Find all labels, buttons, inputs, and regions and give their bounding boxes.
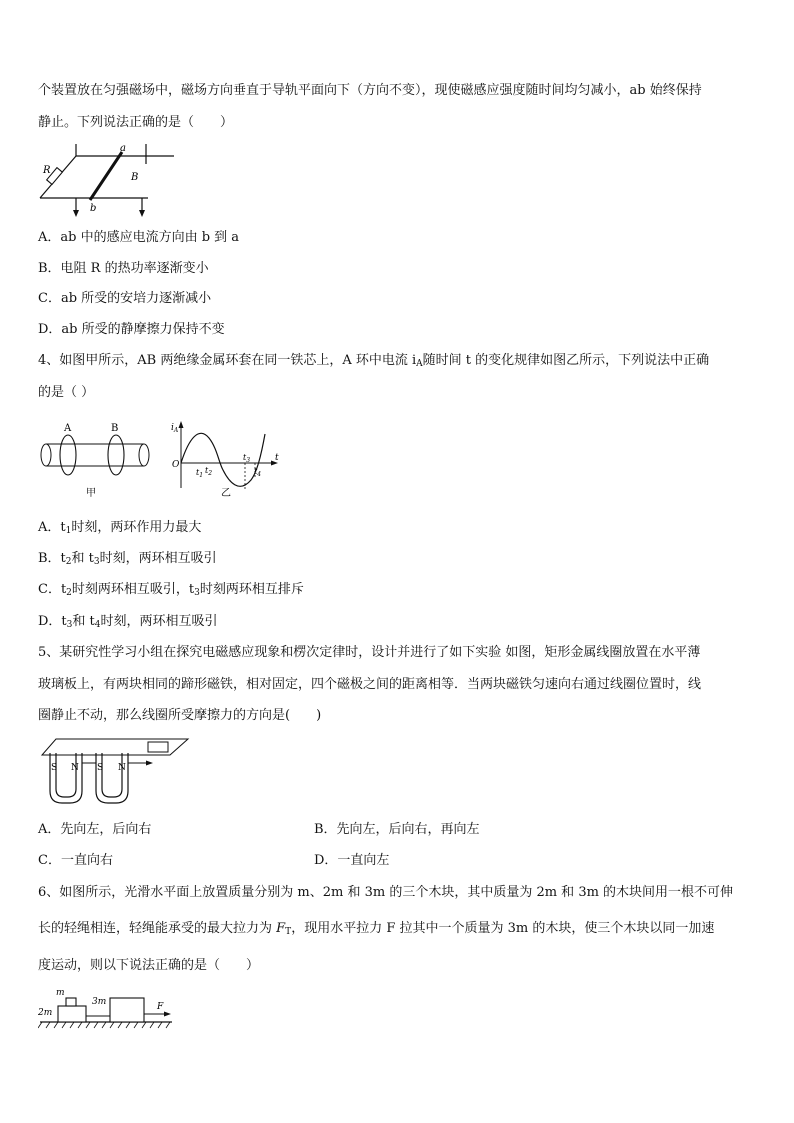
yi-t4: $t_4$ (254, 467, 262, 478)
label-R: R (43, 165, 51, 176)
yi-t2: $t_2$ (205, 466, 213, 477)
q4-stem-line2: 的是（ ） (38, 385, 95, 400)
q4-figure-yi (163, 418, 283, 500)
yi-t3: $t_3$ (243, 453, 251, 464)
q4-option-b: B．$t_2$和 $t_3$时刻，两环相互吸引 (38, 551, 217, 567)
q3-stem-line2: 静止。下列说法正确的是（ ） (38, 115, 234, 130)
q5-option-d: D．一直向左 (314, 853, 390, 868)
block-2m-label: 2m (38, 1008, 53, 1018)
q3-stem-line1: 个装置放在匀强磁场中，磁场方向垂直于导轨平面向下（方向不变），现使磁感应强度随时间均匀减小，ab 始终保持 (38, 83, 702, 98)
ring-a-label: A (64, 423, 72, 434)
q6-stem-line1: 6、如图所示，光滑水平面上放置质量分别为 m、2m 和 3m 的三个木块，其中质量为 2m 和 3m 的木块间用一根不可伸 (38, 885, 734, 900)
ring-b-label: B (111, 423, 119, 434)
label-B: B (131, 172, 139, 183)
q4-option-a: A．$t_1$时刻，两环作用力最大 (38, 520, 202, 536)
q4-option-c: C．$t_2$时刻两环相互吸引，$t_3$时刻两环相互排斥 (38, 582, 304, 598)
q5-option-c: C．一直向右 (38, 853, 113, 868)
yi-t1: $t_1$ (196, 468, 204, 479)
fig-yi-caption: 乙 (221, 488, 231, 499)
q6-stem-line3: 度运动，则以下说法正确的是（ ） (38, 958, 260, 973)
q3-rail-figure (38, 140, 188, 220)
pole-s-2: S (97, 763, 104, 773)
q3-option-a: A．ab 中的感应电流方向由 b 到 a (38, 230, 240, 245)
label-a: a (120, 143, 126, 154)
pole-n-1: N (71, 763, 79, 773)
q3-option-c: C．ab 所受的安培力逐渐减小 (38, 291, 212, 306)
label-b: b (90, 203, 97, 214)
q5-option-b: B．先向左，后向右，再向左 (314, 822, 480, 837)
q5-stem-line2: 玻璃板上，有两块相同的蹄形磁铁，相对固定，四个磁极之间的距离相等．当两块磁铁匀速向右通过线圈位置时，线 (38, 677, 702, 692)
q3-option-b: B．电阻 R 的热功率逐渐变小 (38, 261, 209, 276)
fig-jia-caption: 甲 (86, 488, 96, 499)
force-F-label: F (157, 1002, 164, 1012)
q4-option-d: D．$t_3$和 $t_4$时刻，两环相互吸引 (38, 614, 218, 630)
pole-n-2: N (118, 763, 126, 773)
q5-stem-line1: 5、某研究性学习小组在探究电磁感应现象和楞次定律时，设计并进行了如下实验 如图，矩形金属线圈放置在水平薄 (38, 645, 701, 660)
pole-s-1: S (51, 763, 58, 773)
block-m-label: m (56, 988, 65, 998)
q6-stem-line2: 长的轻绳相连，轻绳能承受的最大拉力为 $F_T$，现用水平拉力 F 拉其中一个质量为 3m 的木块，使三个木块以同一加速 (38, 921, 715, 937)
q5-option-a: A．先向左，后向右 (38, 822, 152, 837)
yi-t-axis: t (275, 453, 279, 463)
q5-stem-line3: 圈静止不动，那么线圈所受摩擦力的方向是( ) (38, 708, 322, 723)
block-3m-label: 3m (92, 997, 107, 1007)
q3-option-d: D．ab 所受的静摩擦力保持不变 (38, 322, 225, 337)
q4-stem-line1: 4、如图甲所示，AB 两绝缘金属环套在同一铁芯上，A 环中电流 $i_A$随时间 t 的变化规律如图乙所示，下列说法中正确 (38, 353, 710, 369)
yi-ylabel: $i_A$ (171, 423, 179, 434)
q6-blocks-figure (38, 986, 178, 1032)
q4-figure-jia (38, 418, 153, 500)
yi-origin: O (172, 460, 180, 470)
q5-magnet-figure (38, 733, 193, 813)
